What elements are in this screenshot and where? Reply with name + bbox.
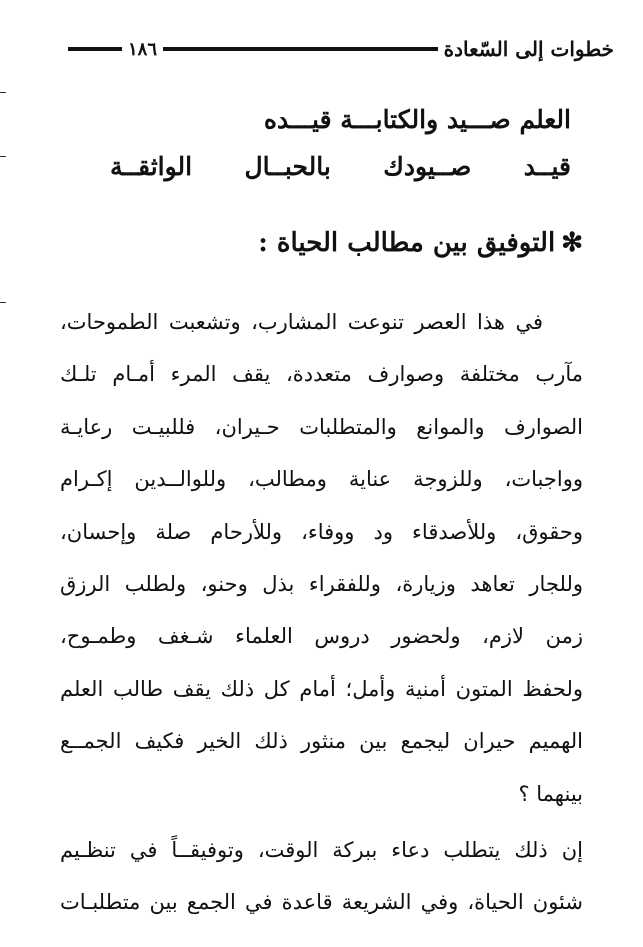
body-paragraphs (60, 296, 583, 929)
header-rule-short (68, 47, 122, 51)
body-line: بينهما ؟ (518, 781, 583, 806)
page-number: ١٨٦ (128, 38, 158, 60)
body-line: مآرب مختلفة وصوارف متعددة، يقف المرء أمـام تلـك (60, 362, 583, 387)
body-line: الصوارف والموانع والمتطلبات حـيران، فللبيـت رعايـة (60, 414, 583, 439)
margin-mark (0, 92, 6, 93)
book-title: خطوات إلى السّعادة (443, 37, 614, 61)
verse-line-1: العلم صـــيد والكتابـــة قيـــده (263, 105, 571, 134)
body-line: وللجار تعاهد وزيارة، وللفقراء بذل وحنو، ولطلب الرزق (60, 571, 583, 596)
body-line: في هذا العصر تنوعت المشارب، وتشعبت الطموحات، (60, 310, 543, 334)
body-line: ولحفظ المتون أمنية وأمل؛ أمام كل ذلك يقف طالب العلم (60, 676, 583, 701)
margin-mark (0, 156, 6, 157)
body-line: شئون الحياة، وفي الشريعة قاعدة في الجمع بين متطلبـات (60, 890, 583, 915)
body-line: وواجبات، وللزوجة عناية ومطالب، وللوالــدين إكـرام (60, 467, 583, 492)
body-line: إن ذلك يتطلب دعاء ببركة الوقت، وتوفيقــاً في تنظـيم (60, 837, 583, 862)
body-line: زمن لازم، ولحضور دروس العلماء شـغف وطمـوح، (60, 624, 583, 649)
running-header (62, 30, 614, 68)
section-heading-text: التوفيق بين مطالب الحياة : (258, 228, 556, 258)
section-heading (258, 228, 583, 258)
margin-mark (0, 302, 6, 303)
body-line: الهميم حيران ليجمع بين منثور ذلك الخير فكيف الجمــع (60, 729, 583, 754)
body-line: وحقوق، وللأصدقاء ود ووفاء، وللأرحام صلة وإحسان، (60, 519, 583, 544)
header-rule (163, 47, 438, 51)
verse-line-2: قيــد صــيودك بالحبــال الواثقــة (110, 152, 571, 181)
star-bullet-icon: ✻ (561, 228, 583, 258)
